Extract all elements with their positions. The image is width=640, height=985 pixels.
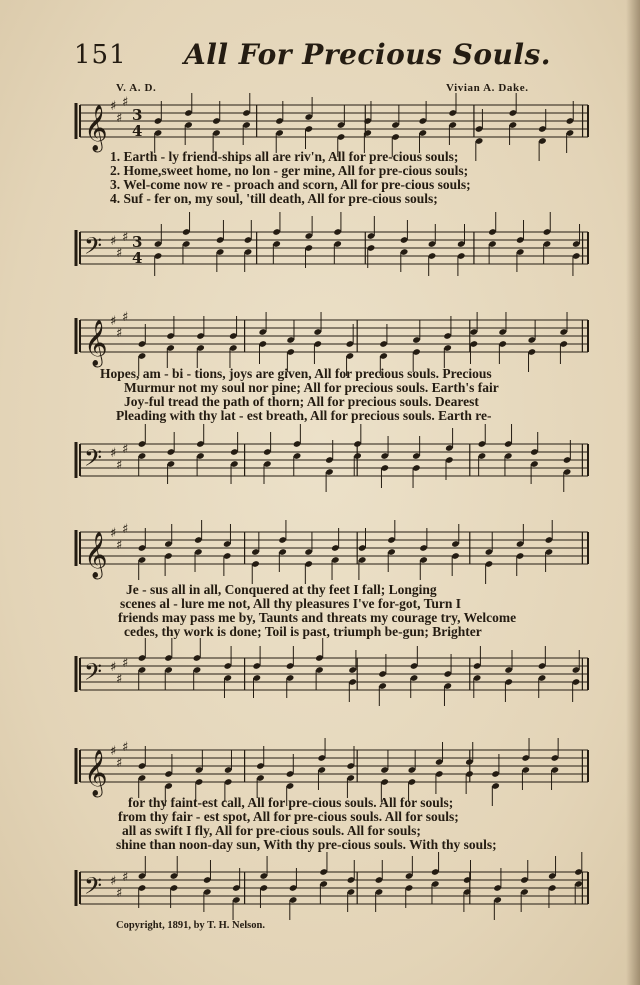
lyric-verse-2: 2. Home,sweet home, no lon - ger mine, All for pre-cious souls; (110, 163, 469, 178)
svg-text:♯: ♯ (122, 656, 129, 671)
svg-text:♯: ♯ (116, 886, 123, 901)
svg-text:𝄢: 𝄢 (84, 658, 103, 691)
svg-text:♯: ♯ (110, 446, 117, 461)
copyright-notice: Copyright, 1891, by T. H. Nelson. (116, 920, 265, 931)
svg-text:𝄞: 𝄞 (84, 750, 108, 796)
svg-text:♯: ♯ (122, 310, 129, 325)
svg-text:♯: ♯ (116, 756, 123, 771)
hymn-header (0, 38, 640, 74)
svg-text:♯: ♯ (116, 111, 123, 126)
lyric-verse-4: 4. Suf - fer on, my soul, 'till death, All for pre-cious souls; (110, 191, 438, 206)
svg-text:3: 3 (132, 106, 143, 124)
svg-text:♯: ♯ (116, 538, 123, 553)
words-credit: V. A. D. (116, 82, 157, 94)
svg-text:𝄞: 𝄞 (84, 320, 108, 366)
lyric-verse-4: shine than noon-day sun, With thy pre-cious souls. With thy souls; (116, 837, 497, 852)
svg-text:♯: ♯ (110, 526, 117, 541)
svg-text:𝄢: 𝄢 (84, 444, 103, 477)
svg-text:♯: ♯ (122, 95, 129, 110)
svg-text:♯: ♯ (116, 672, 123, 687)
treble-staff-system-3 (0, 522, 640, 582)
lyric-verse-1: for thy faint-est call, All for pre-cious souls. All for souls; (128, 795, 454, 810)
lyric-verse-3: all as swift I fly, All for pre-cious souls. All for souls; (122, 823, 421, 838)
hymn-title: All For Precious Souls. (184, 38, 552, 71)
composer-credit: Vivian A. Dake. (446, 82, 529, 94)
bass-staff-system-4 (0, 862, 640, 922)
lyric-verse-3: friends may pass me by, Taunts and threats my courage try, Welcome (118, 610, 517, 625)
svg-text:𝄢: 𝄢 (84, 232, 103, 265)
svg-text:♯: ♯ (110, 874, 117, 889)
svg-text:𝄞: 𝄞 (84, 532, 108, 578)
lyric-verse-1: Hopes, am - bi - tions, joys are given, All for precious souls. Precious (100, 366, 492, 381)
lyric-verse-1: 1. Earth - ly friend-ships all are riv'n, All for pre-cious souls; (110, 149, 459, 164)
svg-text:4: 4 (132, 122, 143, 140)
lyric-verse-3: Joy-ful tread the path of thorn; All for precious souls. Dearest (124, 394, 479, 409)
treble-staff-system-1 (0, 95, 640, 155)
lyric-verse-1: Je - sus all in all, Conquered at thy feet I fall; Longing (126, 582, 437, 597)
svg-text:♯: ♯ (116, 458, 123, 473)
lyric-verse-4: cedes, thy work is done; Toil is past, triumph be-gun; Brighter (124, 624, 482, 639)
lyric-verse-2: from thy fair - est spot, All for pre-cious souls. All for souls; (118, 809, 459, 824)
svg-text:♯: ♯ (122, 442, 129, 457)
svg-text:♯: ♯ (122, 522, 129, 537)
treble-staff-system-4 (0, 740, 640, 800)
svg-text:𝄢: 𝄢 (84, 872, 103, 905)
hymn-number: 151 (74, 40, 127, 70)
treble-staff-system-2 (0, 310, 640, 370)
lyric-verse-2: Murmur not my soul nor pine; All for precious souls. Earth's fair (124, 380, 499, 395)
bass-staff-system-3 (0, 648, 640, 708)
svg-text:♯: ♯ (110, 314, 117, 329)
svg-text:♯: ♯ (122, 740, 129, 755)
svg-text:♯: ♯ (122, 230, 129, 245)
svg-text:♯: ♯ (122, 870, 129, 885)
bass-staff-system-2 (0, 434, 640, 494)
svg-text:♯: ♯ (110, 234, 117, 249)
lyric-verse-3: 3. Wel-come now re - proach and scorn, All for pre-cious souls; (110, 177, 471, 192)
svg-text:♯: ♯ (110, 99, 117, 114)
svg-text:4: 4 (132, 249, 143, 267)
svg-text:♯: ♯ (110, 744, 117, 759)
svg-text:3: 3 (132, 233, 143, 251)
lyric-verse-2: scenes al - lure me not, All thy pleasures I've for-got, Turn I (120, 596, 462, 611)
svg-text:𝄞: 𝄞 (84, 105, 108, 151)
bass-staff-system-1 (0, 222, 640, 282)
lyric-verse-4: Pleading with thy lat - est breath, All for precious souls. Earth re- (116, 408, 492, 423)
svg-text:♯: ♯ (116, 246, 123, 261)
svg-text:♯: ♯ (110, 660, 117, 675)
svg-text:♯: ♯ (116, 326, 123, 341)
